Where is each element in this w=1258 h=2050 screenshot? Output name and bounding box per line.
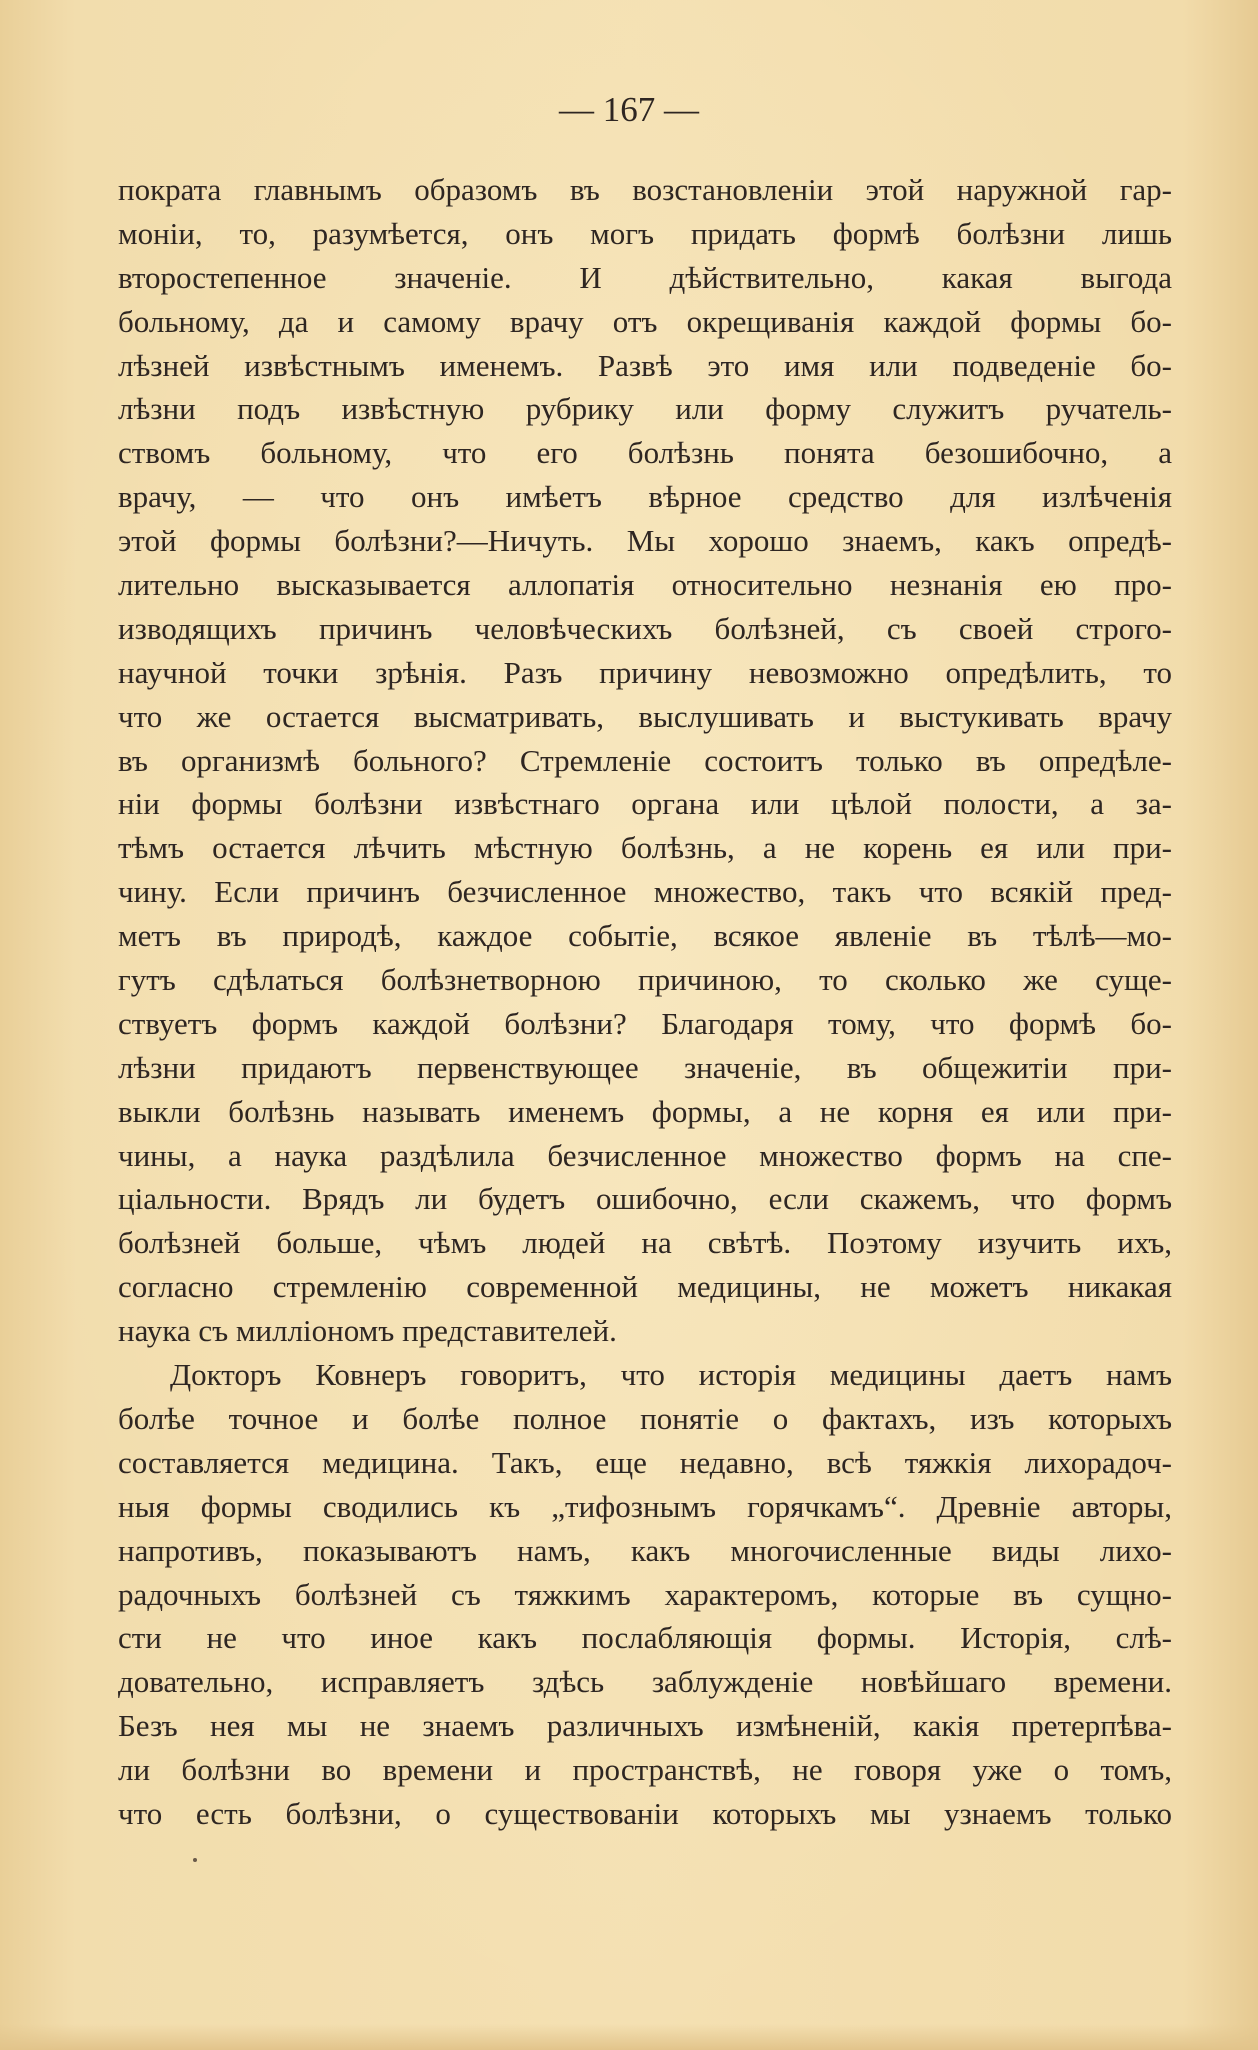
ink-speck — [193, 1858, 197, 1862]
text-line: составляется медицина. Такъ, еще недавно, всѣ тяжкія лихорадоч- — [118, 1444, 1172, 1480]
text-line: ціальности. Врядъ ли будетъ ошибочно, если скажемъ, что формъ — [118, 1181, 1172, 1217]
text-line: наука съ милліономъ представителей. — [118, 1313, 617, 1349]
body-text — [118, 168, 1172, 1836]
text-line: больному, да и самому врачу отъ окрещиванія каждой формы бо- — [118, 303, 1172, 339]
text-line: что есть болѣзни, о существованіи которыхъ мы узнаемъ только — [118, 1795, 1172, 1831]
text-line: въ организмѣ больного? Стремленіе состоитъ только въ опредѣле- — [118, 742, 1172, 778]
text-line: болѣзней больше, чѣмъ людей на свѣтѣ. Поэтому изучить ихъ, — [118, 1225, 1172, 1261]
paragraph-1 — [118, 168, 1172, 1353]
text-line: ли болѣзни во времени и пространствѣ, не говоря уже о томъ, — [118, 1752, 1172, 1788]
text-line: ствуетъ формъ каждой болѣзни? Благодаря тому, что формѣ бо- — [118, 1005, 1172, 1041]
text-line: моніи, то, разумѣется, онъ могъ придать формѣ болѣзни лишь — [118, 215, 1172, 251]
text-line: выкли болѣзнь называть именемъ формы, а не корня ея или при- — [118, 1093, 1172, 1129]
text-line: Докторъ Ковнеръ говоритъ, что исторія медицины даетъ намъ — [170, 1357, 1172, 1393]
text-line: лительно высказывается аллопатія относительно незнанія ею про- — [118, 567, 1172, 603]
text-line: лѣзней извѣстнымъ именемъ. Развѣ это имя или подведеніе бо- — [118, 347, 1172, 383]
text-line: лѣзни придаютъ первенствующее значеніе, въ общежитіи при- — [118, 1049, 1172, 1085]
text-line: чину. Если причинъ безчисленное множество, такъ что всякій пред- — [118, 874, 1172, 910]
text-line: научной точки зрѣнія. Разъ причину невозможно опредѣлить, то — [118, 654, 1172, 690]
text-line: гутъ сдѣлаться болѣзнетворною причиною, то сколько же суще- — [118, 962, 1172, 998]
text-line: напротивъ, показываютъ намъ, какъ многочисленные виды лихо- — [118, 1532, 1172, 1568]
text-line: пократа главнымъ образомъ въ возстановленіи этой наружной гар- — [118, 172, 1172, 207]
text-line: лѣзни подъ извѣстную рубрику или форму служитъ ручатель- — [118, 391, 1172, 427]
text-line: сти не что иное какъ послабляющія формы. Исторія, слѣ- — [118, 1620, 1172, 1656]
text-line: этой формы болѣзни?—Ничуть. Мы хорошо знаемъ, какъ опредѣ- — [118, 523, 1172, 559]
text-line: чины, а наука раздѣлила безчисленное множество формъ на спе- — [118, 1137, 1172, 1173]
page-number: — 167 — — [559, 90, 699, 129]
text-line: второстепенное значеніе. И дѣйствительно, какая выгода — [118, 259, 1172, 295]
text-line: что же остается высматривать, выслушивать и выстукивать врачу — [118, 698, 1172, 734]
page-edge-shadow — [0, 2024, 1258, 2050]
text-line: согласно стремленію современной медицины, не можетъ никакая — [118, 1269, 1172, 1305]
text-line: радочныхъ болѣзней съ тяжкимъ характеромъ, которые въ сущно- — [118, 1576, 1172, 1612]
text-line: болѣе точное и болѣе полное понятіе о фактахъ, изъ которыхъ — [118, 1400, 1172, 1436]
text-line: ніи формы болѣзни извѣстнаго органа или цѣлой полости, а за- — [118, 786, 1172, 822]
text-line: изводящихъ причинъ человѣческихъ болѣзней, съ своей строго- — [118, 610, 1172, 646]
text-line: врачу, — что онъ имѣетъ вѣрное средство для излѣченія — [118, 479, 1172, 515]
text-line: Безъ нея мы не знаемъ различныхъ измѣненій, какія претерпѣва- — [118, 1708, 1172, 1744]
text-line: довательно, исправляетъ здѣсь заблужденіе новѣйшаго времени. — [118, 1664, 1172, 1700]
text-line: тѣмъ остается лѣчить мѣстную болѣзнь, а не корень ея или при- — [118, 830, 1172, 866]
text-line: метъ въ природѣ, каждое событіе, всякое явленіе въ тѣлѣ—мо- — [118, 918, 1172, 954]
paragraph-2 — [118, 1353, 1172, 1836]
text-line: ныя формы сводились къ „тифознымъ горячкамъ“. Древніе авторы, — [118, 1488, 1172, 1524]
text-line: ствомъ больному, что его болѣзнь понята безошибочно, а — [118, 435, 1172, 471]
